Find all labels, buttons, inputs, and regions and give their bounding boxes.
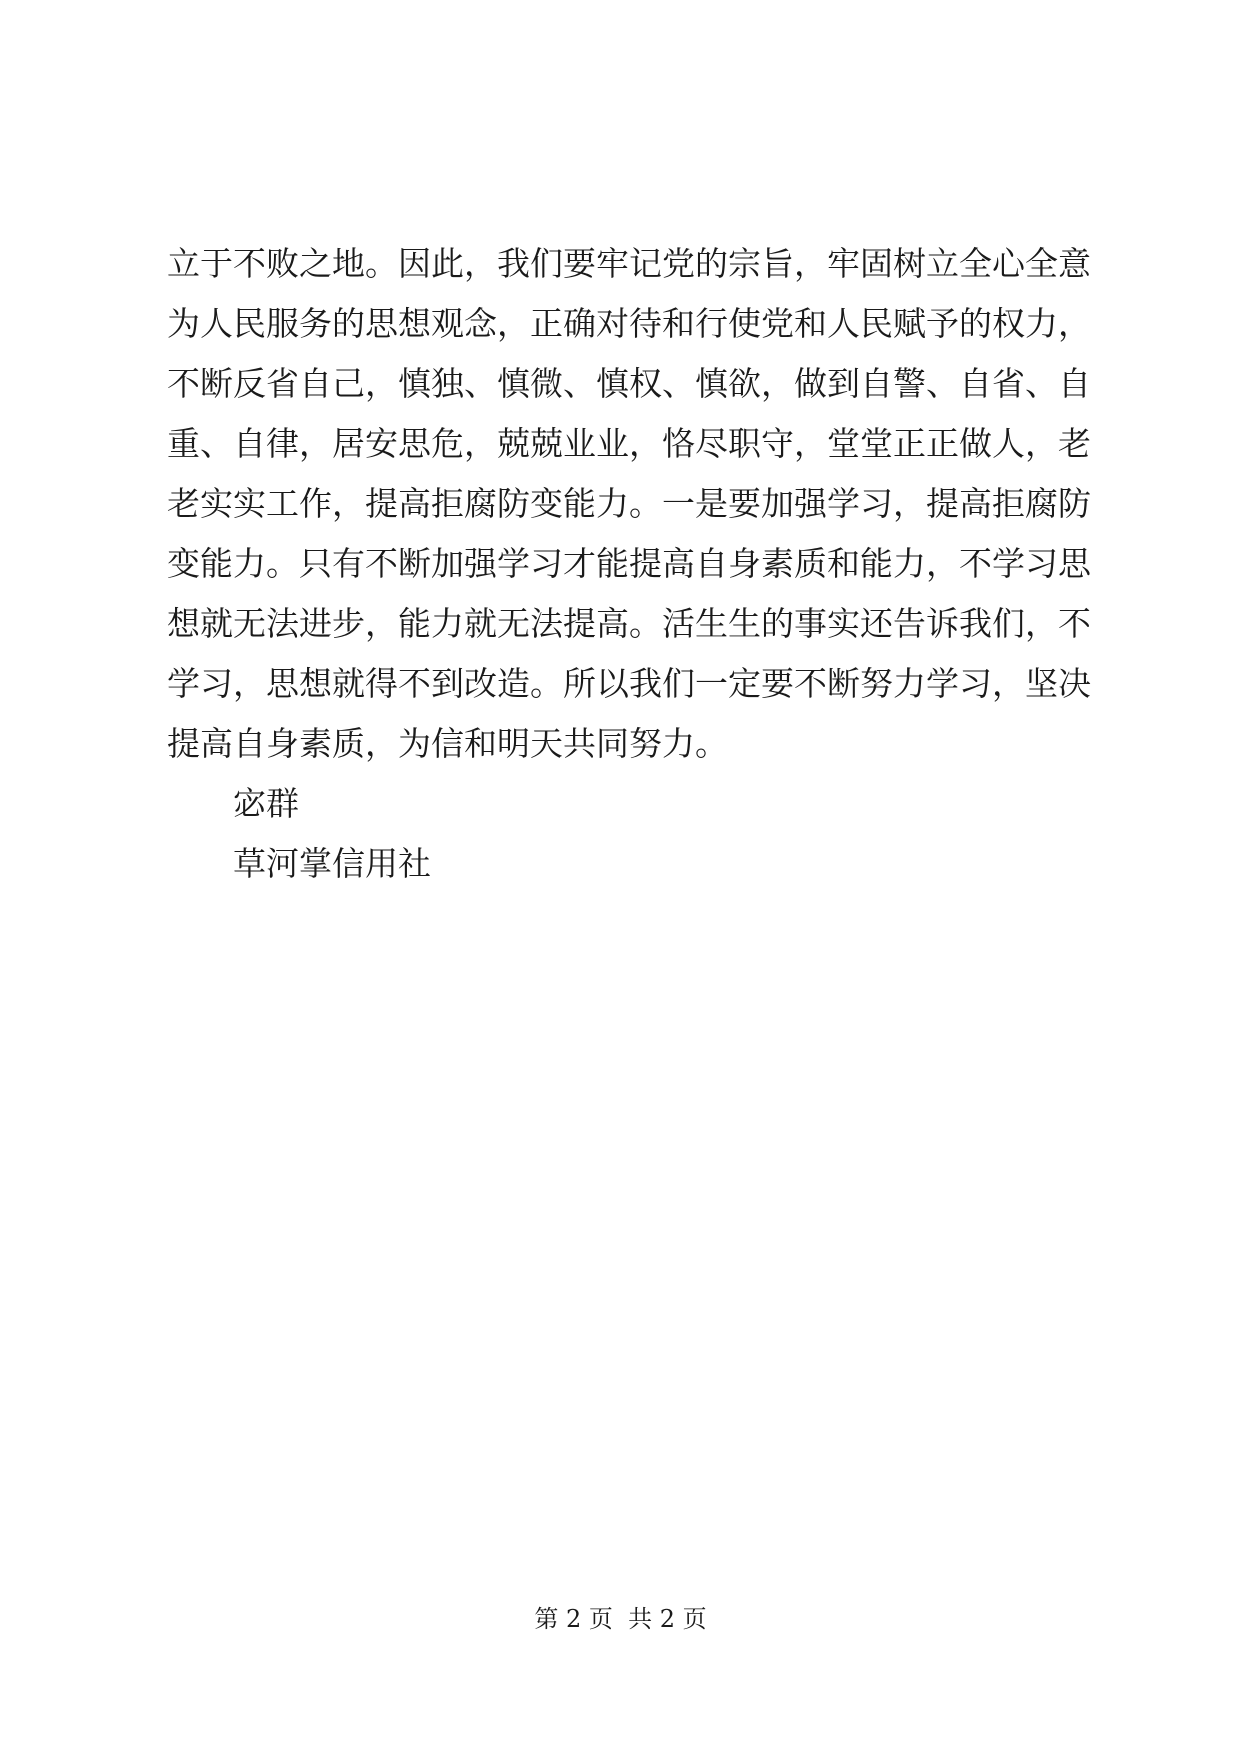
signature-organization: 草河掌信用社 xyxy=(233,844,431,883)
body-line-5: 老实实工作，提高拒腐防变能力。一是要加强学习，提高拒腐防 xyxy=(167,484,1091,523)
page-number-total: 共 2 页 xyxy=(628,1605,707,1633)
body-text xyxy=(167,234,1097,894)
body-line-4: 重、自律，居安思危，兢兢业业，恪尽职守，堂堂正正做人，老 xyxy=(167,424,1091,463)
body-line-9: 提高自身素质，为信和明天共同努力。 xyxy=(167,724,728,763)
page-footer xyxy=(0,1604,1241,1634)
page-number-current: 第 2 页 xyxy=(534,1605,613,1633)
footer-separator xyxy=(613,1605,628,1633)
body-line-2: 为人民服务的思想观念，正确对待和行使党和人民赋予的权力， xyxy=(167,304,1091,343)
body-line-7: 想就无法进步，能力就无法提高。活生生的事实还告诉我们，不 xyxy=(167,604,1091,643)
body-line-1: 立于不败之地。因此，我们要牢记党的宗旨，牢固树立全心全意 xyxy=(167,244,1091,283)
signature-name: 宓群 xyxy=(233,784,299,823)
body-line-8: 学习，思想就得不到改造。所以我们一定要不断努力学习，坚决 xyxy=(167,664,1091,703)
body-line-6: 变能力。只有不断加强学习才能提高自身素质和能力，不学习思 xyxy=(167,544,1091,583)
body-line-3: 不断反省自己，慎独、慎微、慎权、慎欲，做到自警、自省、自 xyxy=(167,364,1091,403)
